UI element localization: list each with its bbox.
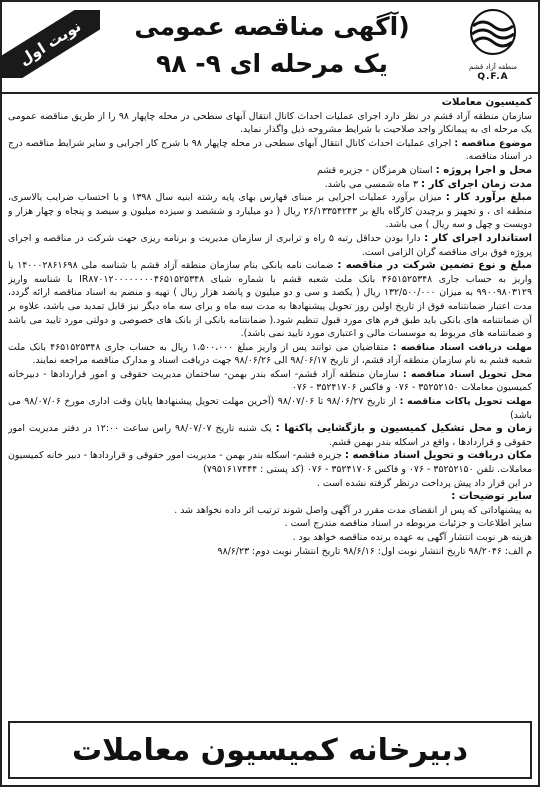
notes-title: سایر توضیحات : — [451, 491, 532, 503]
standard-label: استاندارد اجرای کار : — [424, 232, 532, 244]
docs-deadline-label: مهلت دریافت اسناد مناقصه : — [392, 341, 532, 353]
subject-paragraph — [8, 137, 532, 164]
receive-label: مکان دریافت و تحویل اسناد مناقصه : — [344, 450, 532, 462]
estimate-label: مبلغ برآورد کار : — [445, 192, 532, 204]
standard-paragraph — [8, 232, 532, 259]
estimate-paragraph — [8, 191, 532, 232]
location-label: محل و اجرا پروژه : — [435, 164, 532, 176]
notice-header — [2, 2, 538, 94]
receive-paragraph — [8, 449, 532, 476]
title-line-1: (آگهی مناقصه عمومی — [134, 12, 410, 41]
notice-body — [8, 96, 532, 721]
duration-label: مدت زمان اجرای کار : — [421, 178, 532, 190]
guarantee-paragraph — [8, 259, 532, 341]
prepayment-note: در این قرار داد پیش پرداخت درنظر گرفته نشده است . — [316, 477, 532, 489]
docs-deadline-text: متقاضیان می توانند پس از واریز مبلغ ۱،۵۰۰،۰۰۰ ریال به حساب جاری ۴۶۵۱۵۲۵۳۴۸ بانک ملت شعبه قشم به نام سازمان منطقه آزاد قشم، از تاریخ ۹۸/۰۶/۱۷ الی ۹۸/۰۶/۲۶ جهت دریافت اسناد و مدارک مناقصه مراجعه نمایند. — [8, 341, 532, 367]
notice-title — [112, 8, 432, 88]
subject-label: موضوع مناقصه : — [454, 137, 532, 149]
ribbon-label: نوبت اول — [15, 17, 85, 69]
duration-paragraph — [8, 178, 532, 192]
commission-title: کمیسیون معاملات — [441, 97, 532, 108]
logo-org-name: منطقه آزاد قشم — [469, 63, 517, 71]
estimate-text: میزان برآورد عملیات اجرایی بر مبنای فهارس بهای پایه رشته ابنیه سال ۱۳۹۸ و با احتساب ضرایب بالاسری، منطقه ای ، و تجهیز و برچیدن کارگاه بالغ بر ۲۶/۱۳۳۵۴۲۴۳ ریال ( دو میلیارد و ششصد و سیزده میلیون و سیصد و پنجاه و چهار هزار و دویست و چهل و سه ریال ) می باشد. — [8, 192, 532, 231]
intro-paragraph: سازمان منطقه آزاد قشم در نظر دارد اجرای عملیات احداث کانال انتقال آبهای سطحی در محله چاپهار ۹۸ را از طریق مناقصه عمومی یک مرحله ای به پیمانکار واجد صلاحیت با شرایط مشروحه ذیل واگذار نماید. — [8, 110, 532, 136]
publish-dates: م الف: ۹۸/۲۰۴۶ تاریخ انتشار نوبت اول: ۹۸/۶/۱۶ تاریخ انتشار نوبت دوم: ۹۸/۶/۲۳ — [217, 545, 532, 557]
delivery-place-label: محل تحویل اسناد مناقصه : — [402, 368, 532, 380]
subject-text: اجرای عملیات احداث کانال انتقال آبهای سطحی در محله چاپهار ۹۸ با شرح کار اجرایی و سایر شرایط مناقصه درج در اسناد مناقصه. — [8, 137, 532, 163]
duration-text: ۳ ماه شمسی می باشد. — [324, 178, 421, 190]
receive-text: جزیره قشم- اسکله بندر بهمن - مدیریت امور حقوقی و قراردادها - دبیر خانه کمیسیون معاملات. تلفن ۳۵۲۵۲۱۵۰ - ۰۷۶ و فاکس ۳۵۲۴۱۷۰۶ - ۰۷۶ (کد پستی : ۷۹۵۱۶۱۷۴۴۴) — [8, 450, 532, 476]
delivery-deadline-paragraph — [8, 395, 532, 422]
opening-label: زمان و محل تشکیل کمیسیون و بازگشایی پاکتها : — [275, 423, 532, 435]
note-1: به پیشنهاداتی که پس از انقضای مدت مقرر در آگهی واصل شوند ترتیب اثر داده نخواهد شد . — [174, 504, 532, 516]
note-2: سایر اطلاعات و جزئیات مربوطه در اسناد مناقصه مندرج است . — [284, 518, 532, 530]
opening-paragraph — [8, 422, 532, 449]
logo-abbreviation: Q.F.A — [477, 72, 509, 82]
first-round-ribbon — [0, 10, 100, 78]
note-3: هزینه هر نوبت انتشار آگهی به عهده برنده مناقصه خواهد بود . — [292, 532, 532, 543]
delivery-deadline-label: مهلت تحویل پاکات مناقصه : — [399, 396, 532, 408]
location-paragraph — [8, 164, 532, 178]
location-text: استان هرمزگان - جزیره قشم — [317, 164, 436, 176]
wave-logo-icon — [465, 8, 521, 56]
delivery-place-paragraph — [8, 368, 532, 395]
standard-text: دارا بودن حداقل رتبه ۵ راه و ترابری از سازمان مدیریت و برنامه ریزی جهت شرکت در مناقصه و اجرای پروژه فوق برای مناقصه گران الزامی است. — [8, 232, 532, 258]
signature-banner — [8, 721, 532, 779]
delivery-deadline-text: از تاریخ ۹۸/۰۶/۲۷ تا ۹۸/۰۷/۰۶ (آخرین مهلت تحویل پیشنهادها پایان وقت اداری مورخ ۹۸/۰۷/۰۶ می باشد) — [8, 396, 532, 421]
guarantee-label: مبلغ و نوع تضمین شرکت در مناقصه : — [337, 260, 532, 272]
signature-text: دبیرخانه کمیسیون معاملات — [71, 732, 469, 768]
title-line-2: یک مرحله ای ۹- ۹۸ — [156, 49, 388, 78]
qfa-logo — [456, 8, 530, 88]
opening-text: یک شنبه تاریخ ۹۸/۰۷/۰۷ راس ساعت ۱۲:۰۰ در دفتر مدیریت امور حقوقی و قراردادها ، واقع در اسکله بندر بهمن قشم. — [8, 423, 532, 448]
docs-deadline-paragraph — [8, 341, 532, 368]
guarantee-text: ضمانت نامه بانکی بنام سازمان منطقه آزاد قشم با شناسه ملی ۱۴۰۰۰۲۸۶۱۶۹۸ یا واریز به حساب جاری ۴۶۵۱۵۲۵۳۴۸ بانک ملت شعبه قشم با شماره شبای IR۸۷۰۱۲۰۰۰۰۰۰۰۰۴۶۵۱۵۲۵۳۴۸ با شناسه واریز ۹۹۰۰۹۸۰۳۱۲۹ به میزان ۱۳۲/۵۰۰/۰۰۰ ریال ( یکصد و سی و دو میلیون و پانصد هزار ریال ) تهیه و منضم به اسناد مناقصه ارائه گردد، مدت اعتبار ضمانتنامه فوق از تاریخ اولین روز تحویل پیشنهادها به مدت سه ماه و برای سه ماه دیگر نیز قابل تمدید می باشد، علاوه بر آن ضمانتنامه های بانکی باید طبق فرم های مورد قبول تنظیم شود.( ضمانتنامه بانکی از بانک های خصوصی و دولتی مورد تایید می باشد و ضمانتنامه های مربوط به موسسات مالی و اعتباری مورد تایید نمی باشد). — [8, 260, 532, 340]
delivery-place-text: سازمان منطقه آزاد قشم- اسکه بندر بهمن- ساختمان مدیریت حقوقی و امور قراردادها - دبیرخانه کمیسیون معاملات ۳۵۲۵۲۱۵۰ - ۰۷۶ و فاکس ۳۵۲۴۱۷۰۶ - ۰۷۶ — [8, 368, 532, 394]
